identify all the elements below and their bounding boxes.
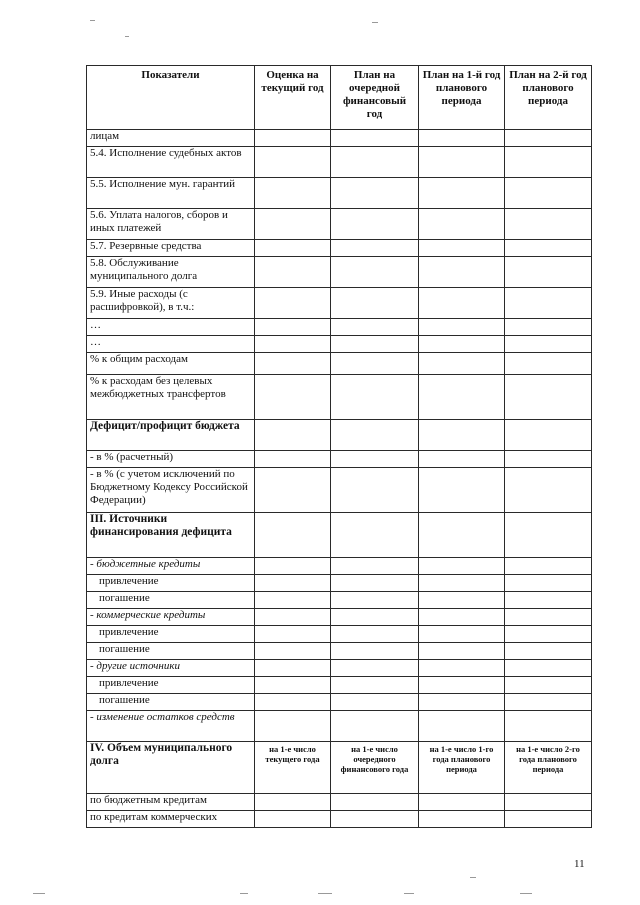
scan-mark <box>404 893 414 894</box>
table-cell <box>331 209 419 240</box>
table-cell <box>505 677 592 694</box>
table-cell <box>255 336 331 353</box>
table-cell <box>505 209 592 240</box>
table-cell <box>505 794 592 811</box>
table-cell <box>331 451 419 468</box>
table-cell <box>419 468 505 513</box>
table-cell <box>255 209 331 240</box>
row-label: Дефицит/профицит бюджета <box>87 420 255 451</box>
table-row <box>87 794 592 811</box>
table-row <box>87 592 592 609</box>
scan-mark <box>372 22 378 23</box>
table-cell <box>419 209 505 240</box>
table-cell <box>255 420 331 451</box>
table-row <box>87 575 592 592</box>
table-cell <box>255 451 331 468</box>
table-row <box>87 178 592 209</box>
row-label: % к расходам без целевых межбюджетных трансфертов <box>87 375 255 420</box>
table-cell <box>505 643 592 660</box>
header-indicators: Показатели <box>87 66 255 130</box>
row-label: по кредитам коммерческих <box>87 811 255 828</box>
table-cell <box>255 811 331 828</box>
row-label: - другие источники <box>87 660 255 677</box>
table-cell <box>505 178 592 209</box>
table-cell <box>505 240 592 257</box>
debt-date-plan-1: на 1-е число 1-го года планового периода <box>419 742 505 794</box>
table-cell <box>419 240 505 257</box>
table-cell <box>505 609 592 626</box>
table-cell <box>419 794 505 811</box>
table-cell <box>331 257 419 288</box>
row-label: III. Источники финансирования дефицита <box>87 513 255 558</box>
scan-mark <box>125 36 129 37</box>
table-cell <box>331 811 419 828</box>
table-cell <box>331 609 419 626</box>
table-row <box>87 643 592 660</box>
table-cell <box>331 626 419 643</box>
table-cell <box>419 677 505 694</box>
table-cell <box>255 711 331 742</box>
indicators-table <box>86 65 592 828</box>
table-cell <box>331 468 419 513</box>
table-row <box>87 711 592 742</box>
header-next-year: План на очередной финансовый год <box>331 66 419 130</box>
table-cell <box>505 468 592 513</box>
table-cell <box>331 575 419 592</box>
table-row <box>87 626 592 643</box>
table-cell <box>255 288 331 319</box>
table-cell <box>505 451 592 468</box>
row-label: привлечение <box>87 575 255 592</box>
table-row <box>87 677 592 694</box>
table-cell <box>255 240 331 257</box>
table-cell <box>505 626 592 643</box>
table-cell <box>419 643 505 660</box>
table-row <box>87 451 592 468</box>
table-cell <box>505 592 592 609</box>
table-cell <box>419 147 505 178</box>
table-cell <box>419 609 505 626</box>
table-cell <box>505 147 592 178</box>
table-cell <box>505 811 592 828</box>
debt-date-current: на 1-е число текущего года <box>255 742 331 794</box>
table-row <box>87 811 592 828</box>
row-label: - бюджетные кредиты <box>87 558 255 575</box>
table-cell <box>331 319 419 336</box>
table-cell <box>419 178 505 209</box>
table-row <box>87 257 592 288</box>
table-row <box>87 336 592 353</box>
table-cell <box>505 660 592 677</box>
row-label: - коммерческие кредиты <box>87 609 255 626</box>
table-cell <box>331 711 419 742</box>
table-cell <box>505 257 592 288</box>
table-cell <box>419 288 505 319</box>
table-cell <box>505 711 592 742</box>
table-cell <box>505 336 592 353</box>
row-label: 5.9. Иные расходы (с расшифровкой), в т.ч.: <box>87 288 255 319</box>
table-cell <box>419 257 505 288</box>
scan-mark <box>33 893 45 894</box>
table-cell <box>255 592 331 609</box>
table-cell <box>331 794 419 811</box>
table-row <box>87 513 592 558</box>
table-cell <box>419 660 505 677</box>
table-cell <box>331 660 419 677</box>
table-row <box>87 660 592 677</box>
scan-mark <box>318 893 332 894</box>
table-cell <box>255 513 331 558</box>
table-cell <box>419 130 505 147</box>
table-cell <box>331 288 419 319</box>
table-row <box>87 694 592 711</box>
table-cell <box>255 794 331 811</box>
row-label: - изменение остатков средств <box>87 711 255 742</box>
row-label: погашение <box>87 643 255 660</box>
row-label: привлечение <box>87 677 255 694</box>
table-row <box>87 288 592 319</box>
table-row <box>87 609 592 626</box>
table-cell <box>255 660 331 677</box>
table-cell <box>419 626 505 643</box>
table-row <box>87 558 592 575</box>
row-label: % к общим расходам <box>87 353 255 375</box>
table-cell <box>419 353 505 375</box>
scan-mark <box>240 893 248 894</box>
table-cell <box>255 375 331 420</box>
table-row <box>87 240 592 257</box>
table-cell <box>255 468 331 513</box>
table-row <box>87 420 592 451</box>
table-cell <box>419 375 505 420</box>
table-cell <box>331 694 419 711</box>
header-plan-year-1: План на 1-й год планового периода <box>419 66 505 130</box>
table-cell <box>331 130 419 147</box>
table-cell <box>505 319 592 336</box>
table-header-row <box>87 66 592 130</box>
row-label: привлечение <box>87 626 255 643</box>
table-cell <box>505 420 592 451</box>
table-cell <box>255 609 331 626</box>
table-cell <box>331 558 419 575</box>
table-cell <box>255 130 331 147</box>
row-label: 5.5. Исполнение мун. гарантий <box>87 178 255 209</box>
table-cell <box>419 575 505 592</box>
table-cell <box>255 575 331 592</box>
table-cell <box>505 575 592 592</box>
row-label: … <box>87 336 255 353</box>
table-cell <box>331 147 419 178</box>
table-cell <box>505 353 592 375</box>
table-row <box>87 375 592 420</box>
table-cell <box>255 147 331 178</box>
row-label: 5.6. Уплата налогов, сборов и иных платежей <box>87 209 255 240</box>
table-cell <box>255 558 331 575</box>
table-cell <box>419 336 505 353</box>
table-cell <box>331 420 419 451</box>
table-cell <box>331 353 419 375</box>
row-label: погашение <box>87 592 255 609</box>
row-label: - в % (расчетный) <box>87 451 255 468</box>
table-cell <box>255 626 331 643</box>
table-cell <box>255 319 331 336</box>
table-cell <box>419 694 505 711</box>
header-plan-year-2: План на 2-й год планового периода <box>505 66 592 130</box>
table-cell <box>505 288 592 319</box>
row-label: IV. Объем муниципального долга <box>87 742 255 794</box>
table-cell <box>255 257 331 288</box>
table-cell <box>505 130 592 147</box>
table-cell <box>419 420 505 451</box>
row-label: 5.8. Обслуживание муниципального долга <box>87 257 255 288</box>
row-label: … <box>87 319 255 336</box>
table-row <box>87 468 592 513</box>
row-label: - в % (с учетом исключений по Бюджетному Кодексу Российской Федерации) <box>87 468 255 513</box>
row-label: лицам <box>87 130 255 147</box>
table-cell <box>419 319 505 336</box>
table-cell <box>419 513 505 558</box>
row-label: 5.7. Резервные средства <box>87 240 255 257</box>
table-cell <box>419 451 505 468</box>
table-row <box>87 209 592 240</box>
table-cell <box>505 513 592 558</box>
row-label: по бюджетным кредитам <box>87 794 255 811</box>
table-row <box>87 147 592 178</box>
table-cell <box>505 694 592 711</box>
table-cell <box>331 592 419 609</box>
header-current-year: Оценка на текущий год <box>255 66 331 130</box>
table-row <box>87 353 592 375</box>
table-cell <box>419 558 505 575</box>
table-cell <box>419 811 505 828</box>
table-cell <box>255 178 331 209</box>
table-cell <box>255 677 331 694</box>
table-cell <box>505 558 592 575</box>
row-label: 5.4. Исполнение судебных актов <box>87 147 255 178</box>
table-cell <box>331 513 419 558</box>
table-cell <box>505 375 592 420</box>
scan-mark <box>470 877 476 878</box>
debt-date-plan-2: на 1-е число 2-го года планового периода <box>505 742 592 794</box>
table-cell <box>419 592 505 609</box>
table-cell <box>255 694 331 711</box>
table-cell <box>331 336 419 353</box>
page-number: 11 <box>574 858 585 870</box>
table-cell <box>255 353 331 375</box>
row-label: погашение <box>87 694 255 711</box>
table-cell <box>331 375 419 420</box>
table-cell <box>331 677 419 694</box>
table-cell <box>331 178 419 209</box>
scan-mark <box>90 20 95 21</box>
table-cell <box>331 240 419 257</box>
table-cell <box>331 643 419 660</box>
table-cell <box>255 643 331 660</box>
table-cell <box>419 711 505 742</box>
debt-date-next: на 1-е число очередного финансового года <box>331 742 419 794</box>
table-row <box>87 130 592 147</box>
table-row <box>87 319 592 336</box>
table-row <box>87 742 592 794</box>
scan-mark <box>520 893 532 894</box>
